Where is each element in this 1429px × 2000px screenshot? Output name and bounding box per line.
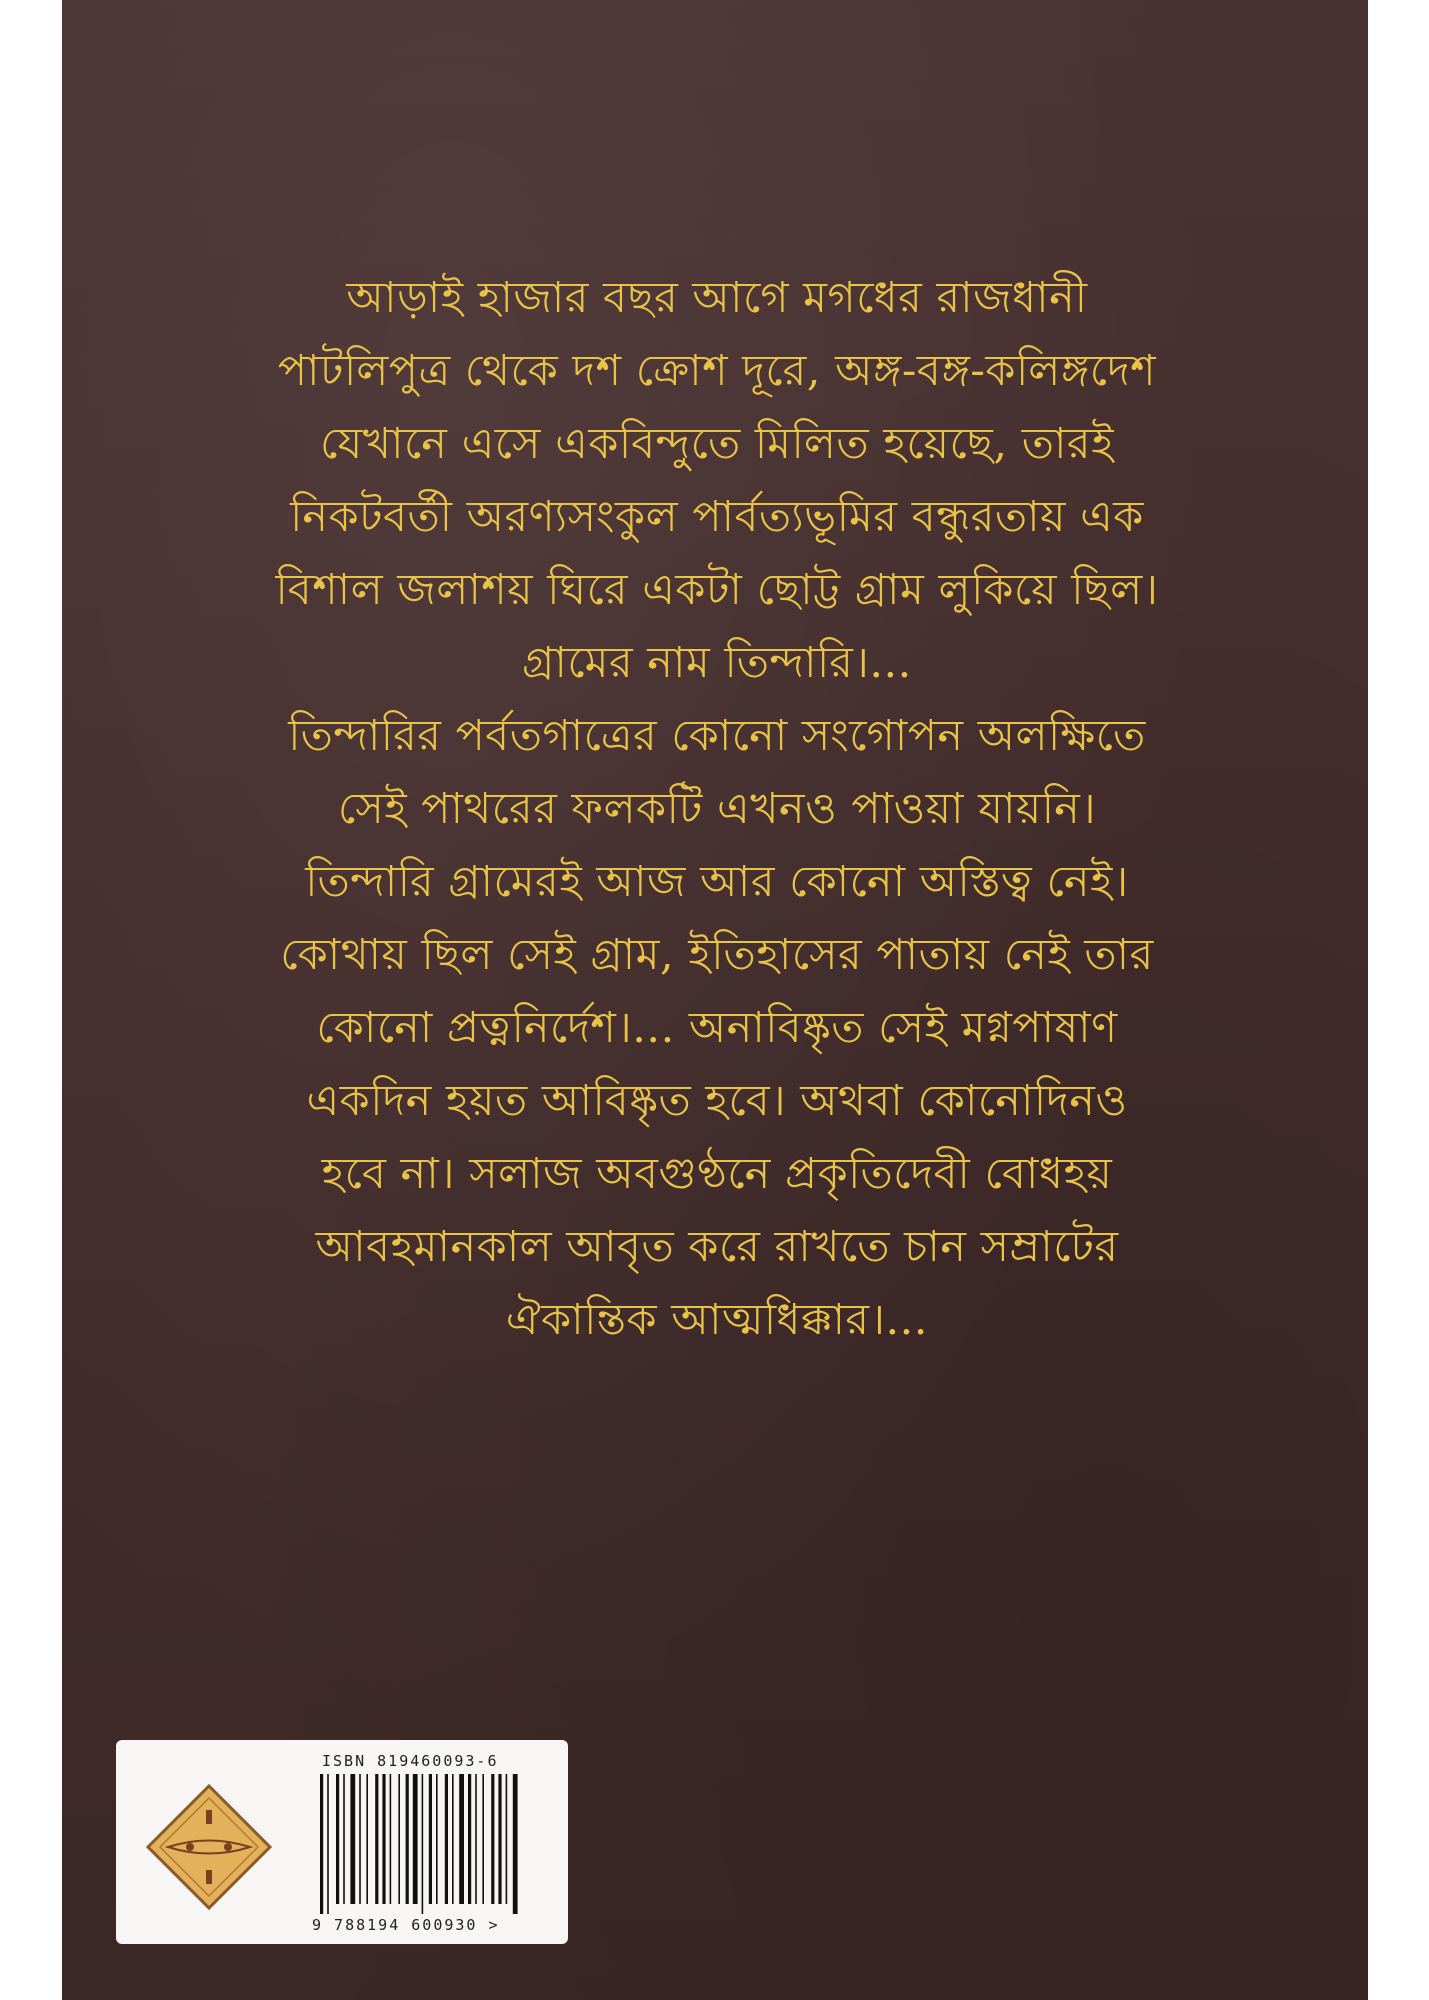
- isbn-label: ISBN 819460093-6: [322, 1752, 499, 1770]
- blurb-line: ঐকান্তিক আত্মধিক্কার।...: [506, 1295, 928, 1345]
- barcode-bar: [452, 1774, 454, 1904]
- barcode-bar: [445, 1774, 448, 1904]
- barcode: [318, 1774, 550, 1914]
- isbn-sticker: [116, 1740, 568, 1944]
- barcode-bar: [382, 1774, 385, 1904]
- blurb-line: একদিন হয়ত আবিষ্কৃত হবে। অথবা কোনোদিনও: [306, 1076, 1128, 1126]
- blurb-line: তিন্দারির পর্বতগাত্রের কোনো সংগোপন অলক্ষিতে: [288, 711, 1146, 761]
- blurb-line: কোনো প্রত্ননির্দেশ।... অনাবিষ্কৃত সেই মগ্নপাষাণ: [316, 1003, 1118, 1053]
- blurb-line: আড়াই হাজার বছর আগে মগধের রাজধানী: [346, 273, 1088, 323]
- barcode-bar: [343, 1774, 345, 1904]
- barcode-bar: [422, 1774, 424, 1914]
- barcode-bar: [390, 1774, 392, 1904]
- barcode-bar: [366, 1774, 368, 1904]
- barcode-bar: [491, 1774, 494, 1904]
- blurb-line: বিশাল জলাশয় ঘিরে একটা ছোট্ট গ্রাম লুকিয়ে ছিল।: [275, 565, 1159, 615]
- barcode-bar: [468, 1774, 471, 1904]
- barcode-bar: [506, 1774, 508, 1904]
- barcode-bar: [398, 1774, 400, 1904]
- barcode-bar: [436, 1774, 438, 1904]
- barcode-bar: [327, 1774, 329, 1914]
- cover-blurb: [152, 262, 1282, 1357]
- barcode-bar: [320, 1774, 323, 1914]
- barcode-bar: [350, 1774, 355, 1904]
- barcode-bar: [359, 1774, 361, 1904]
- barcode-bar: [406, 1774, 409, 1904]
- barcode-bar: [498, 1774, 501, 1904]
- blurb-line: সেই পাথরের ফলকটি এখনও পাওয়া যায়নি।: [337, 784, 1097, 834]
- barcode-bar: [413, 1774, 418, 1904]
- blurb-line: তিন্দারি গ্রামেরই আজ আর কোনো অস্তিত্ব নেই।: [305, 857, 1129, 907]
- barcode-bar: [459, 1774, 464, 1904]
- barcode-bar: [475, 1774, 477, 1904]
- barcode-bar: [513, 1774, 518, 1914]
- barcode-bar: [429, 1774, 432, 1904]
- blurb-line: নিকটবর্তী অরণ্যসংকুল পার্বত্যভূমির বন্ধুরতায় এক: [290, 492, 1144, 542]
- barcode-digits: 9 788194 600930 >: [312, 1916, 500, 1934]
- blurb-line: গ্রামের নাম তিন্দারি।...: [522, 638, 912, 688]
- blurb-line: কোথায় ছিল সেই গ্রাম, ইতিহাসের পাতায় নেই তার: [280, 930, 1154, 980]
- book-back-cover: [62, 0, 1368, 2000]
- blurb-line: যেখানে এসে একবিন্দুতে মিলিত হয়েছে, তারই: [320, 419, 1114, 469]
- blurb-line: আবহমানকাল আবৃত করে রাখতে চান সম্রাটের: [315, 1222, 1119, 1272]
- barcode-bar: [336, 1774, 339, 1904]
- barcode-bar: [482, 1774, 484, 1904]
- publisher-diamond-logo-icon: [146, 1784, 272, 1910]
- blurb-line: হবে না। সলাজ অবগুণ্ঠনে প্রকৃতিদেবী বোধহয়: [321, 1149, 1113, 1199]
- barcode-bar: [375, 1774, 378, 1904]
- blurb-line: পাটলিপুত্র থেকে দশ ক্রোশ দূরে, অঙ্গ-বঙ্গ-কলিঙ্গদেশ: [277, 346, 1157, 396]
